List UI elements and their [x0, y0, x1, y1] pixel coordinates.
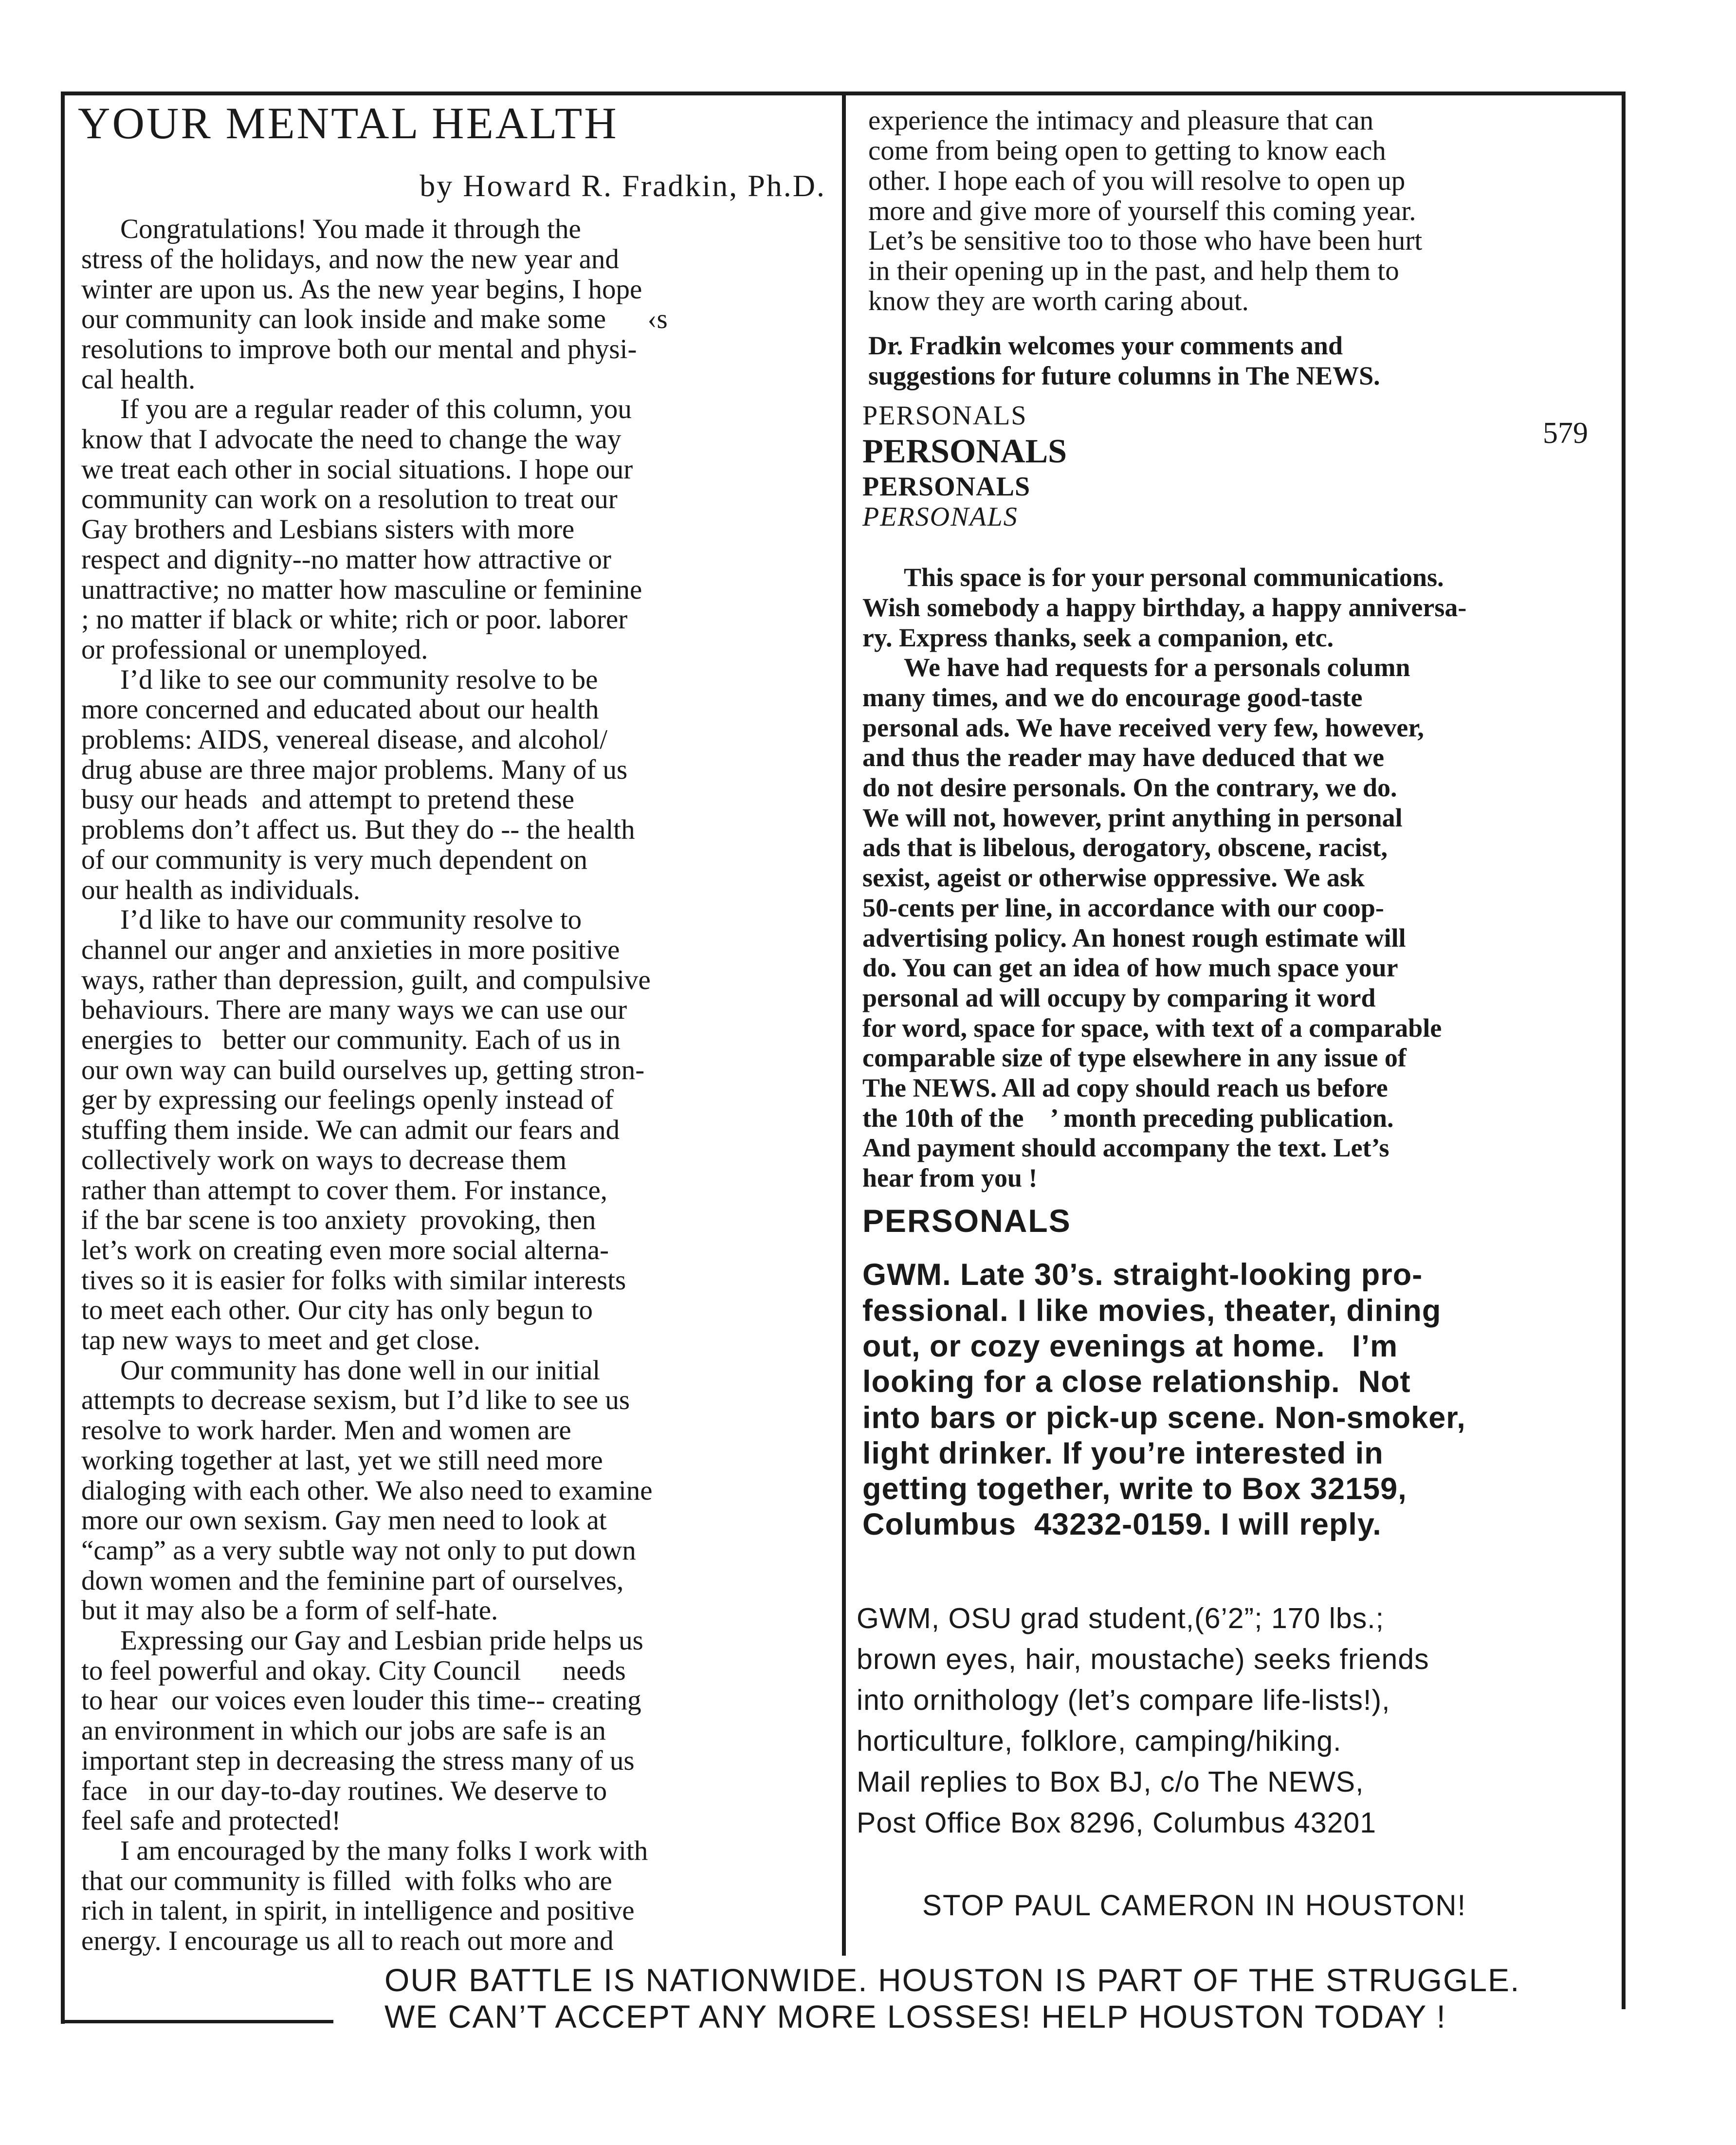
text-line: I’d like to have our community resolve to: [120, 904, 582, 935]
text-line: unattractive; no matter how masculine or feminine: [81, 574, 642, 605]
text-line: This space is for your personal communications.: [904, 563, 1444, 592]
text-line: of our community is very much dependent on: [81, 844, 588, 875]
text-line: GWM, OSU grad student,(6’2”; 170 lbs.;: [857, 1602, 1385, 1634]
text-line: brown eyes, hair, moustache) seeks friends: [857, 1643, 1429, 1675]
text-line: our own way can build ourselves up, getting stron-: [81, 1054, 645, 1085]
text-line: stress of the holidays, and now the new year and: [81, 243, 619, 275]
text-line: to feel powerful and okay. City Council needs: [81, 1655, 626, 1686]
text-line: face in our day-to-day routines. We deserve to: [81, 1775, 607, 1806]
personals-heading-regular: PERSONALS: [862, 401, 1027, 431]
text-line: channel our anger and anxieties in more positive: [81, 934, 620, 965]
text-line: out, or cozy evenings at home. I’m: [862, 1329, 1398, 1363]
text-line: Wish somebody a happy birthday, a happy anniversa-: [862, 592, 1467, 622]
text-line: We have had requests for a personals column: [904, 653, 1410, 682]
text-line: for word, space for space, with text of a comparable: [862, 1013, 1442, 1043]
text-line: GWM. Late 30’s. straight-looking pro-: [862, 1258, 1423, 1292]
text-line: Expressing our Gay and Lesbian pride helps us: [120, 1625, 643, 1656]
text-line: energy. I encourage us all to reach out more and: [81, 1925, 614, 1957]
text-line: our health as individuals.: [81, 874, 361, 905]
text-line: tives so it is easier for folks with similar interests: [81, 1265, 626, 1296]
text-line: feel safe and protected!: [81, 1805, 341, 1836]
personals-heading-large: PERSONALS: [862, 433, 1067, 470]
text-line: an environment in which our jobs are safe is an: [81, 1715, 606, 1746]
text-line: more and give more of yourself this coming year.: [868, 195, 1416, 226]
text-line: we treat each other in social situations. I hope our: [81, 454, 633, 485]
text-line: problems: AIDS, venereal disease, and alcohol/: [81, 724, 608, 755]
column-divider-rule: [842, 92, 846, 1956]
text-line: “camp” as a very subtle way not only to put down: [81, 1535, 636, 1566]
text-line: that our community is filled with folks who are: [81, 1865, 612, 1896]
text-line: ads that is libelous, derogatory, obscene, racist,: [862, 833, 1388, 862]
banner-line-1: OUR BATTLE IS NATIONWIDE. HOUSTON IS PART OF THE STRUGGLE.: [384, 1962, 1520, 1998]
text-line: drug abuse are three major problems. Many of us: [81, 754, 628, 785]
text-line: If you are a regular reader of this column, you: [120, 394, 632, 425]
text-line: our community can look inside and make some ‹s: [81, 304, 668, 335]
text-line: And payment should accompany the text. Let’s: [862, 1133, 1389, 1163]
text-line: community can work on a resolution to treat our: [81, 484, 618, 515]
text-line: personal ad will occupy by comparing it word: [862, 983, 1376, 1012]
text-line: suggestions for future columns in The NEWS.: [868, 361, 1380, 390]
text-line: busy our heads and attempt to pretend these: [81, 784, 575, 815]
text-line: We will not, however, print anything in personal: [862, 803, 1403, 832]
article-title: YOUR MENTAL HEALTH: [78, 98, 619, 148]
text-line: resolve to work harder. Men and women are: [81, 1415, 571, 1446]
text-line: rather than attempt to cover them. For instance,: [81, 1174, 608, 1206]
text-line: do not desire personals. On the contrary, we do.: [862, 773, 1397, 803]
text-line: ways, rather than depression, guilt, and compulsive: [81, 964, 651, 995]
text-line: experience the intimacy and pleasure that can: [868, 105, 1374, 136]
text-line: getting together, write to Box 32159,: [862, 1472, 1407, 1506]
text-line: ; no matter if black or white; rich or poor. laborer: [81, 604, 628, 635]
text-line: down women and the feminine part of ourselves,: [81, 1565, 624, 1596]
personals-heading-italic: PERSONALS: [862, 502, 1018, 532]
text-line: do. You can get an idea of how much space your: [862, 953, 1398, 983]
text-line: let’s work on creating even more social alterna-: [81, 1234, 609, 1265]
text-line: dialoging with each other. We also need to examine: [81, 1475, 653, 1506]
text-line: or professional or unemployed.: [81, 634, 428, 665]
text-line: more concerned and educated about our health: [81, 694, 599, 725]
personals-heading-bold: PERSONALS: [862, 472, 1031, 502]
text-line: problems don’t affect us. But they do -- the health: [81, 814, 635, 845]
text-line: Dr. Fradkin welcomes your comments and: [868, 331, 1343, 361]
text-line: personal ads. We have received very few, however,: [862, 713, 1424, 742]
text-line: behaviours. There are many ways we can use our: [81, 994, 627, 1026]
text-line: cal health.: [81, 364, 196, 395]
text-line: sexist, ageist or otherwise oppressive. We ask: [862, 863, 1365, 893]
frame-left-rule: [61, 92, 65, 2024]
text-line: working together at last, yet we still need more: [81, 1445, 603, 1476]
text-line: come from being open to getting to know each: [868, 135, 1386, 166]
text-line: Let’s be sensitive too to those who have been hurt: [868, 225, 1423, 257]
text-line: I am encouraged by the many folks I work with: [120, 1835, 648, 1866]
text-line: comparable size of type elsewhere in any issue of: [862, 1043, 1407, 1073]
text-line: Congratulations! You made it through the: [120, 214, 581, 245]
text-line: I’d like to see our community resolve to be: [120, 664, 598, 695]
text-line: Our community has done well in our initial: [120, 1355, 601, 1386]
text-line: horticulture, folklore, camping/hiking.: [857, 1725, 1342, 1757]
text-line: the 10th of the ’ month preceding publication.: [862, 1103, 1394, 1133]
frame-right-rule: [1622, 92, 1626, 2009]
text-line: resolutions to improve both our mental and physi-: [81, 333, 637, 365]
text-line: rich in talent, in spirit, in intelligence and positive: [81, 1895, 635, 1926]
text-line: into ornithology (let’s compare life-lists!),: [857, 1684, 1390, 1716]
text-line: stuffing them inside. We can admit our fears and: [81, 1115, 620, 1146]
text-line: other. I hope each of you will resolve to open up: [868, 165, 1406, 196]
text-line: know they are worth caring about.: [868, 285, 1249, 316]
text-line: ger by expressing our feelings openly instead of: [81, 1084, 614, 1116]
text-line: collectively work on ways to decrease them: [81, 1144, 567, 1175]
text-line: The NEWS. All ad copy should reach us before: [862, 1073, 1388, 1103]
text-line: Gay brothers and Lesbians sisters with more: [81, 514, 575, 545]
text-line: many times, and we do encourage good-taste: [862, 682, 1363, 712]
text-line: advertising policy. An honest rough estimate will: [862, 923, 1406, 953]
text-line: hear from you !: [862, 1163, 1038, 1193]
text-line: Columbus 43232-0159. I will reply.: [862, 1507, 1382, 1542]
text-line: light drinker. If you’re interested in: [862, 1436, 1384, 1470]
text-line: if the bar scene is too anxiety provoking, then: [81, 1205, 596, 1236]
text-line: Mail replies to Box BJ, c/o The NEWS,: [857, 1766, 1364, 1798]
frame-bottom-left-rule: [61, 2020, 333, 2023]
text-line: respect and dignity--no matter how attractive or: [81, 544, 611, 575]
text-line: in their opening up in the past, and help them to: [868, 256, 1399, 287]
text-line: to hear our voices even louder this time-- creating: [81, 1685, 641, 1716]
page-number: 579: [1543, 417, 1588, 450]
text-line: more our own sexism. Gay men need to look at: [81, 1505, 607, 1536]
text-line: into bars or pick-up scene. Non-smoker,: [862, 1400, 1466, 1435]
text-line: ry. Express thanks, seek a companion, etc.: [862, 623, 1334, 652]
banner-line-2: WE CAN’T ACCEPT ANY MORE LOSSES! HELP HOUSTON TODAY !: [384, 1998, 1446, 2035]
text-line: fessional. I like movies, theater, dining: [862, 1293, 1442, 1328]
text-line: tap new ways to meet and get close.: [81, 1325, 480, 1356]
text-line: know that I advocate the need to change the way: [81, 424, 621, 455]
text-line: but it may also be a form of self-hate.: [81, 1595, 498, 1626]
text-line: energies to better our community. Each of us in: [81, 1025, 621, 1056]
personals-section-heading: PERSONALS: [862, 1203, 1071, 1239]
stop-banner: STOP PAUL CAMERON IN HOUSTON!: [922, 1889, 1467, 1922]
text-line: looking for a close relationship. Not: [862, 1365, 1411, 1399]
text-line: attempts to decrease sexism, but I’d like to see us: [81, 1385, 630, 1416]
article-byline: by Howard R. Fradkin, Ph.D.: [420, 168, 826, 203]
text-line: important step in decreasing the stress many of us: [81, 1745, 635, 1776]
text-line: 50-cents per line, in accordance with our coop-: [862, 893, 1384, 922]
text-line: and thus the reader may have deduced that we: [862, 743, 1385, 772]
text-line: to meet each other. Our city has only begun to: [81, 1295, 593, 1326]
text-line: winter are upon us. As the new year begins, I hope: [81, 274, 642, 305]
text-line: Post Office Box 8296, Columbus 43201: [857, 1807, 1377, 1839]
